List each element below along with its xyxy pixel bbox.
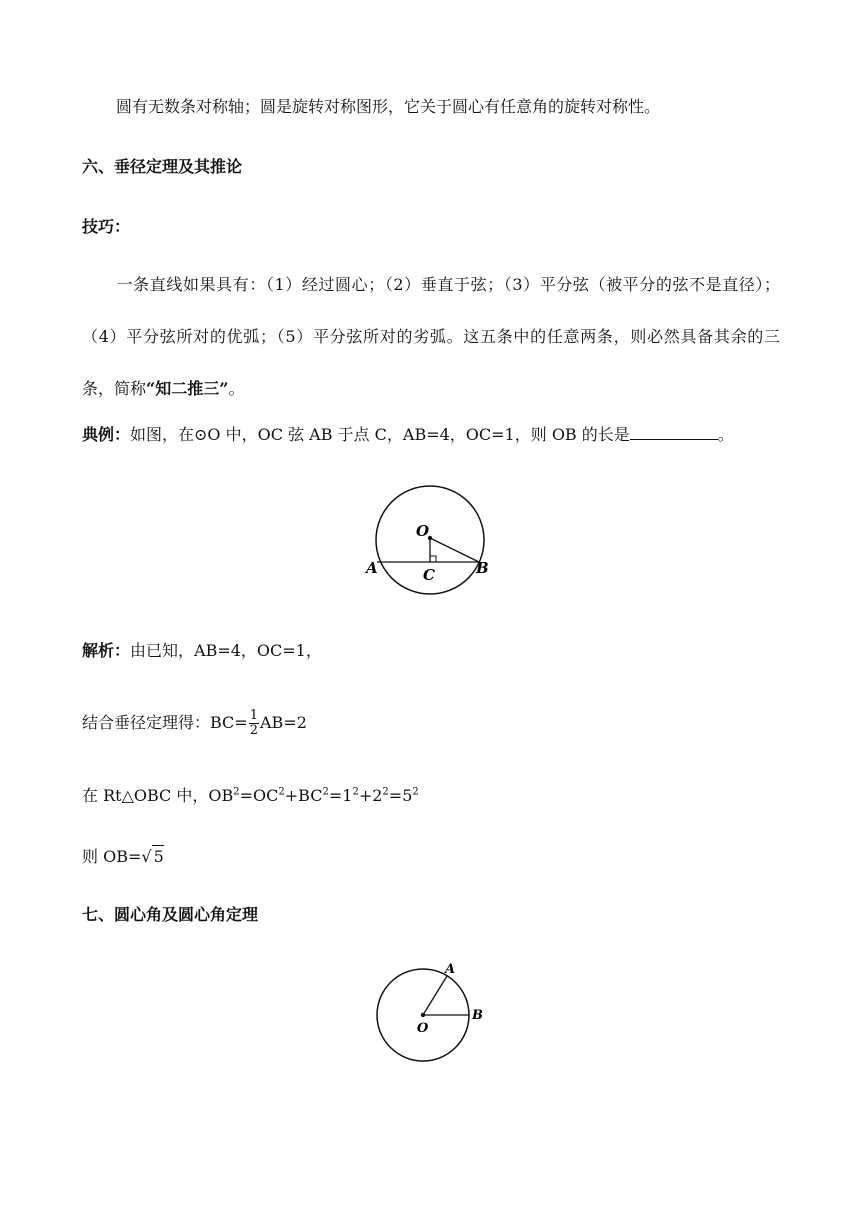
sup: 2	[412, 786, 419, 798]
label-b: B	[472, 1008, 483, 1023]
solution-line-2	[82, 708, 307, 738]
symmetry-intro: 圆有无数条对称轴；圆是旋转对称图形，它关于圆心有任意角的旋转对称性。	[116, 97, 661, 116]
sup: 2	[352, 786, 359, 798]
tip-text: 一条直线如果具有：（1）经过圆心；（2）垂直于弦；（3）平分弦（被平分的弦不是直径）；（4）平分弦所对的优弧；（5）平分弦所对的劣弧。这五条中的任意两条，则必然具备其余的三条，简称	[82, 275, 780, 398]
sl4-a: 则 OB=	[82, 847, 142, 866]
tip-label: 技巧：	[82, 217, 131, 236]
fraction-half	[249, 709, 259, 738]
label-b: B	[476, 559, 489, 577]
example-label: 典例：	[82, 425, 131, 444]
sup: 2	[322, 786, 329, 798]
label-o: O	[416, 522, 430, 540]
sqrt-value: 5	[153, 847, 164, 866]
solution-line-1	[82, 640, 322, 662]
solution-text-1: 由已知，AB=4，OC=1，	[130, 641, 322, 660]
label-o: O	[417, 1021, 429, 1036]
sl3-b: =OC	[239, 786, 279, 805]
figure-central-angle	[366, 955, 496, 1070]
sl3-f: =5	[388, 786, 413, 805]
example-end: 。	[717, 425, 734, 444]
answer-blank	[630, 423, 718, 440]
section-heading-7: 七、圆心角及圆心角定理	[82, 905, 259, 924]
label-c: C	[423, 566, 435, 584]
example-line	[82, 423, 734, 446]
solution-label: 解析：	[82, 641, 131, 660]
right-angle-mark	[430, 556, 436, 562]
tip-end: 。	[228, 379, 245, 398]
sup: 2	[233, 786, 240, 798]
sup: 2	[382, 786, 389, 798]
center-point	[421, 1013, 425, 1017]
fraction-denominator: 2	[249, 723, 258, 738]
sqrt-sign: √	[141, 847, 152, 866]
solution-text-2: 结合垂径定理得：BC=	[82, 713, 248, 732]
tip-paragraph	[82, 259, 780, 415]
sl3-c: +BC	[284, 786, 323, 805]
segment-ob	[430, 538, 479, 562]
solution-text-2-end: AB=2	[260, 713, 307, 732]
label-a: A	[366, 559, 378, 577]
label-a: A	[445, 962, 456, 977]
fraction-numerator: 1	[249, 708, 258, 723]
sl3-e: +2	[358, 786, 383, 805]
sl3-d: =1	[328, 786, 353, 805]
solution-line-4	[82, 845, 164, 868]
example-text: 如图，在⊙O 中，OC 弦 AB 于点 C，AB=4，OC=1，则 OB 的长是	[130, 425, 630, 444]
radius-oa	[423, 976, 447, 1015]
section-heading-6: 六、垂径定理及其推论	[82, 157, 243, 176]
sl3-a: 在 Rt△OBC 中，OB	[82, 786, 234, 805]
figure-chord-circle	[360, 480, 500, 600]
solution-line-3	[82, 785, 419, 807]
sup: 2	[278, 786, 285, 798]
tip-bold: “知二推三”	[146, 379, 229, 398]
